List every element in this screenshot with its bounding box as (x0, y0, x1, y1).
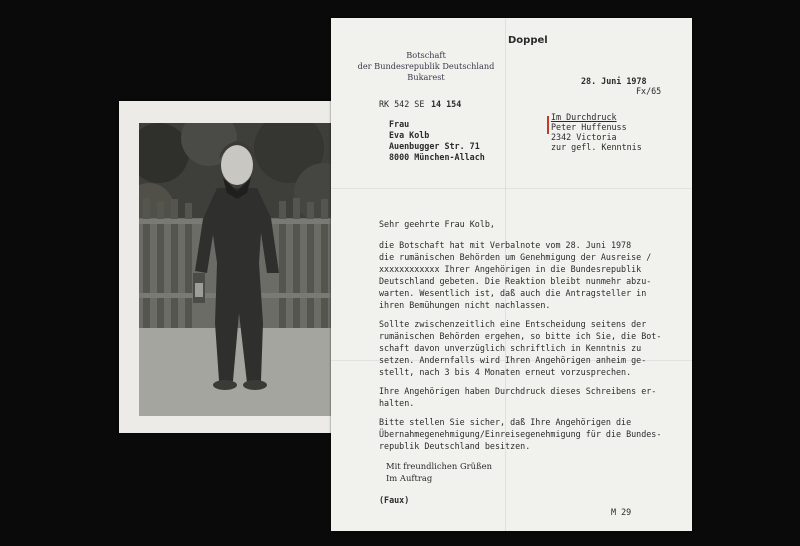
paragraph-1-line: die Botschaft hat mit Verbalnote vom 28. Juni 1978 (379, 240, 632, 250)
paragraph-2-line: rumänischen Behörden ergehen, so bitte ich Sie, die Bot- (379, 331, 662, 341)
letter (331, 18, 692, 531)
closing-line: Mit freundlichen Grüßen (386, 461, 492, 471)
closing-role: Im Auftrag (386, 473, 433, 483)
paragraph-4-line: republik Deutschland besitzen. (379, 441, 531, 451)
paragraph-1-line: xxxxxxxxxxxx Ihrer Angehörigen in die Bundesrepublik (379, 264, 642, 274)
recipient-name: Eva Kolb (389, 130, 430, 140)
doppel-label: Doppel (508, 35, 548, 46)
photograph (119, 101, 355, 433)
paragraph-1-line: warten. Wesentlich ist, daß auch die Antragsteller in (379, 288, 647, 298)
reference: RK 542 SE (379, 99, 425, 109)
paragraph-2-line: Sollte zwischenzeitlich eine Entscheidung seitens der (379, 319, 647, 329)
recipient-salutation: Frau (389, 119, 410, 129)
paragraph-4-line: Bitte stellen Sie sicher, daß Ihre Angehörigen die (379, 417, 632, 427)
recipient-street: Auenbugger Str. 71 (389, 141, 480, 151)
copy-name: Peter Huffenuss (551, 122, 627, 132)
photo-woman-with-lamp (139, 123, 335, 416)
embassy-line-3: Bukarest (407, 72, 445, 82)
paragraph-2-line: setzen. Andernfalls wird Ihren Angehörigen anheim ge- (379, 355, 647, 365)
copy-address: 2342 Victoria (551, 132, 617, 142)
paragraph-1-line: Deutschland gebeten. Die Reaktion bleibt nunmehr abzu- (379, 276, 652, 286)
ref-code: Fx/65 (636, 86, 662, 96)
footer-code: M 29 (611, 507, 632, 517)
greeting: Sehr geehrte Frau Kolb, (379, 219, 495, 229)
paragraph-2-line: stellt, nach 3 bis 4 Monaten erneut vorzusprechen. (379, 367, 632, 377)
paragraph-2-line: schaft davon unverzüglich schriftlich in Kenntnis zu (379, 343, 642, 353)
embassy-line-1: Botschaft (406, 50, 446, 60)
red-mark (547, 116, 549, 134)
paragraph-3-line: halten. (379, 398, 415, 408)
reference-number: 14 154 (431, 99, 462, 109)
copy-heading: Im Durchdruck (551, 112, 617, 122)
recipient-city: 8000 München-Allach (389, 152, 485, 162)
paragraph-1-line: die rumänischen Behörden um Genehmigung der Ausreise / (379, 252, 652, 262)
paragraph-4-line: Übernahmegenehmigung/Einreisegenehmigung für die Bundes- (379, 429, 662, 439)
embassy-line-2: der Bundesrepublik Deutschland (357, 61, 495, 71)
paragraph-1-line: ihren Bemühungen nicht nachlassen. (379, 300, 551, 310)
paragraph-3-line: Ihre Angehörigen haben Durchdruck dieses Schreibens er- (379, 386, 657, 396)
letter-date: 28. Juni 1978 (581, 76, 647, 86)
copy-note: zur gefl. Kenntnis (551, 142, 642, 152)
signature-name: (Faux) (379, 495, 410, 505)
fold-line (331, 188, 692, 189)
